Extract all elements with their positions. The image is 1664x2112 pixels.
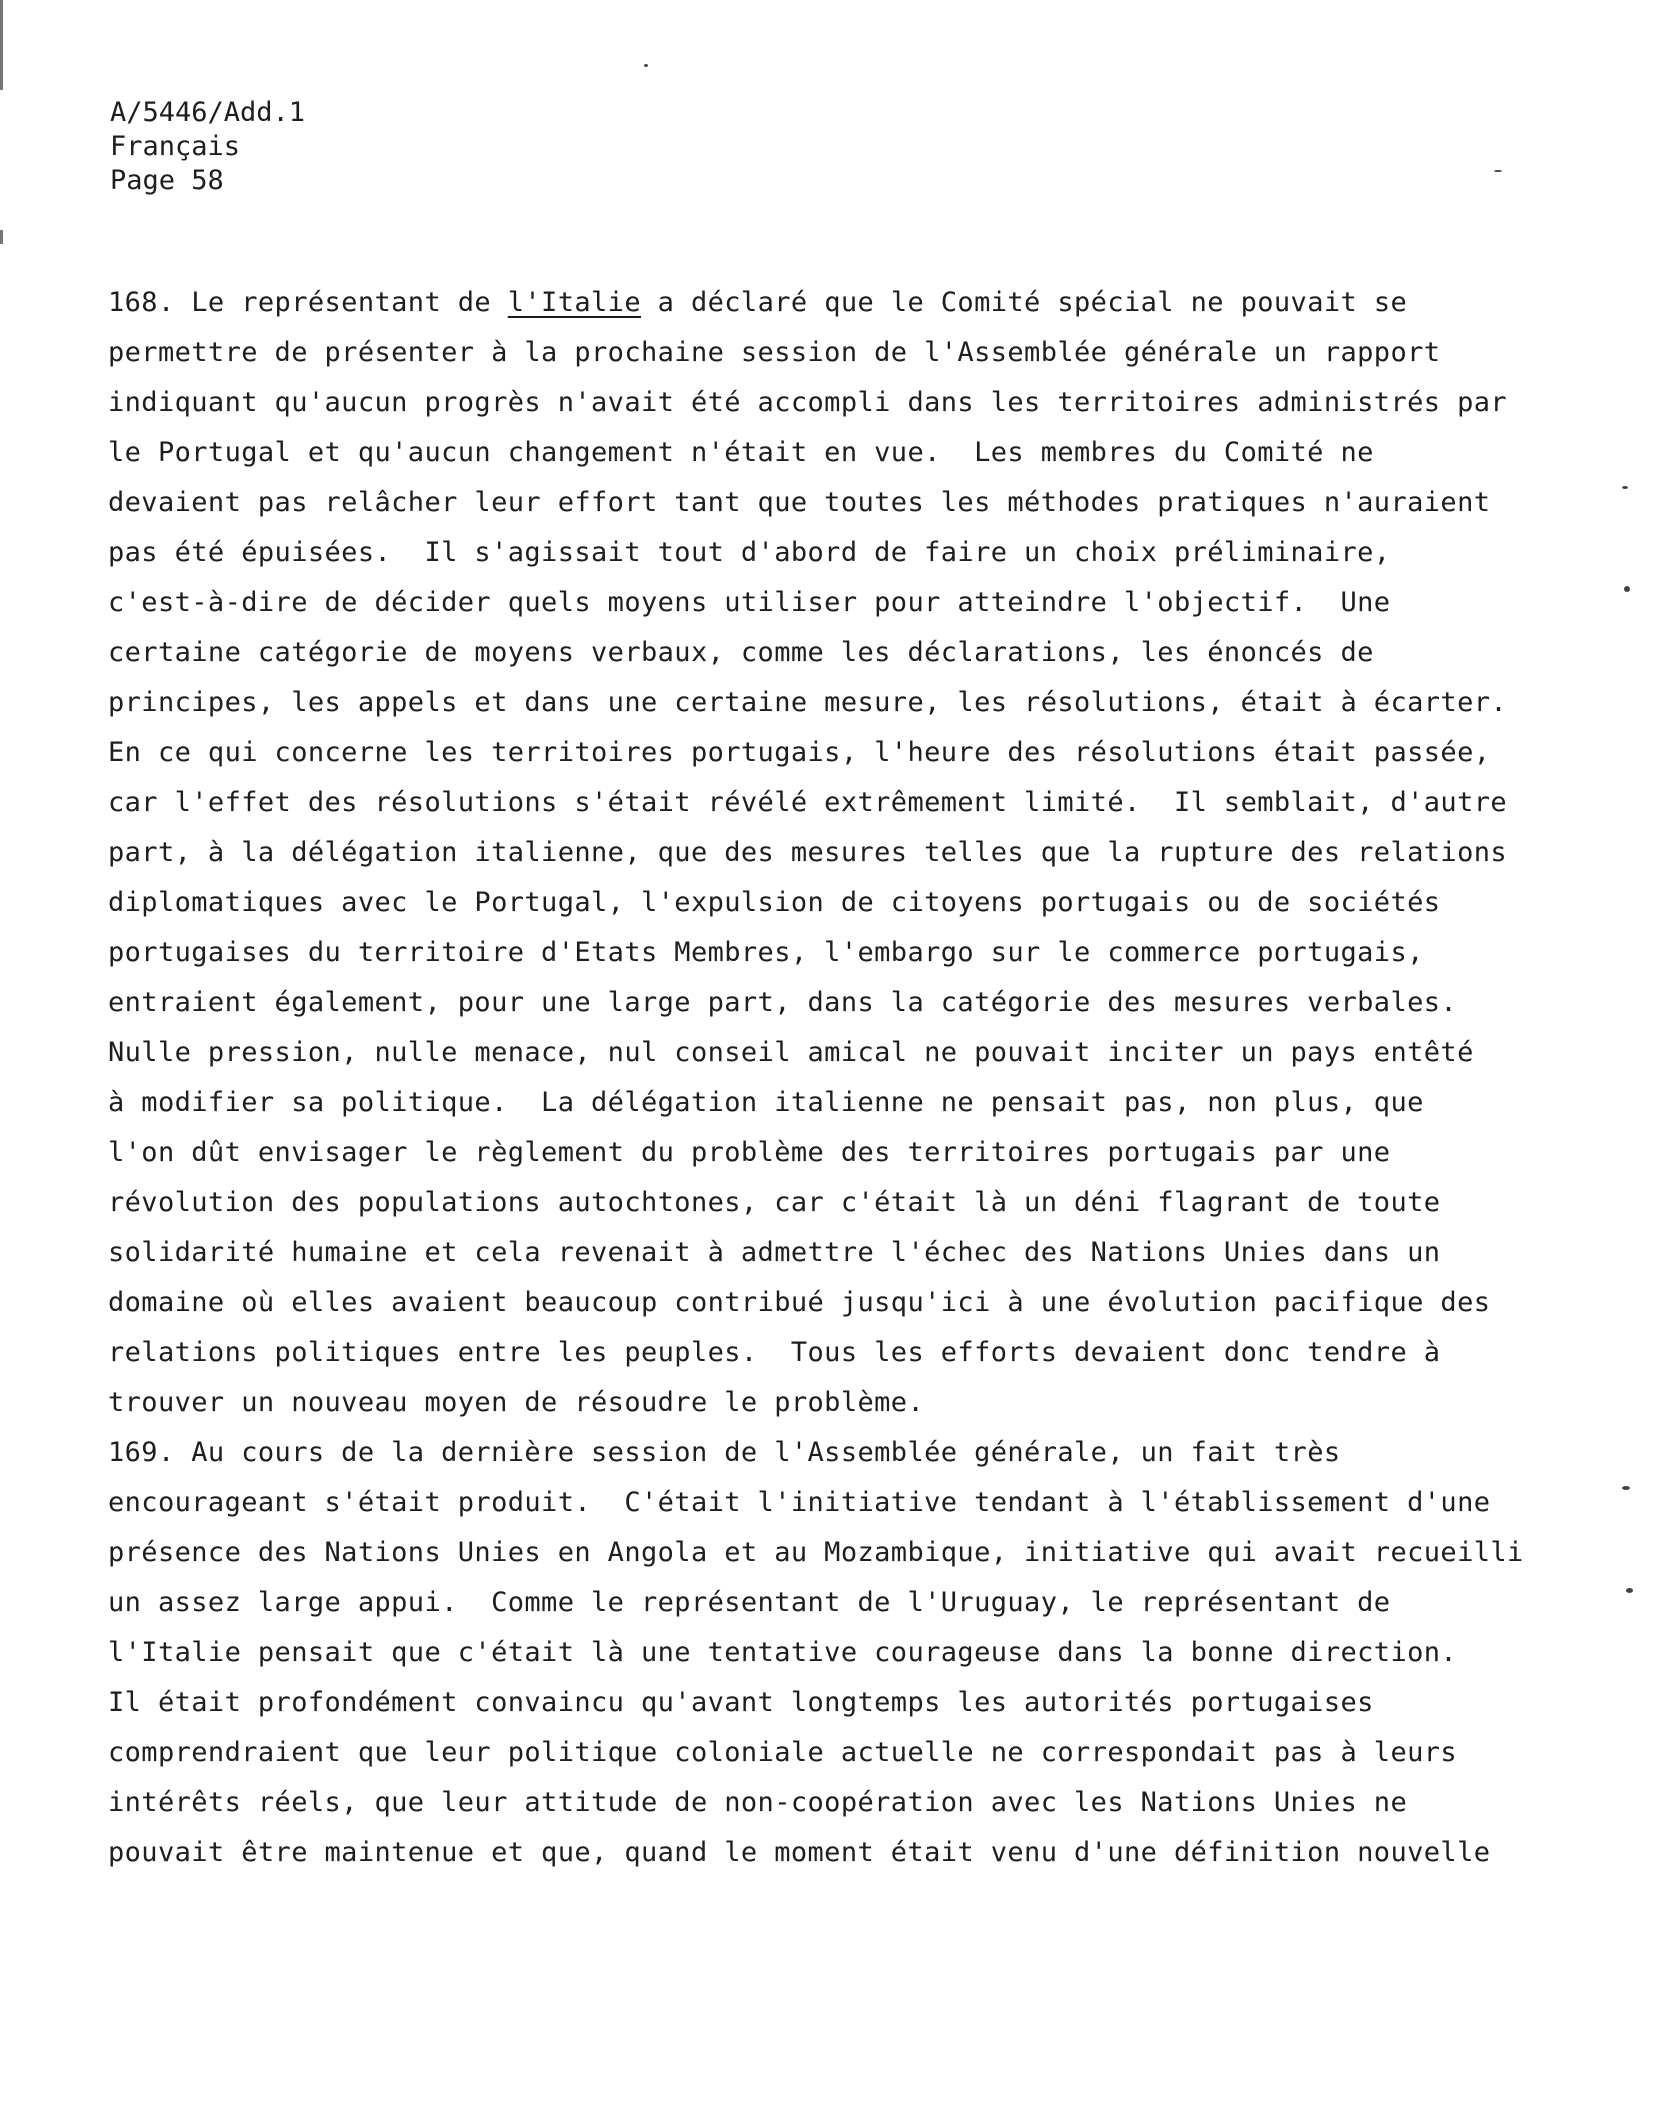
text-line: certaine catégorie de moyens verbaux, comme les déclarations, les énoncés de (108, 637, 1374, 668)
text-line: diplomatiques avec le Portugal, l'expulsion de citoyens portugais ou de sociétés (108, 887, 1441, 918)
scan-speck (644, 64, 648, 67)
document-body (108, 278, 1568, 1878)
text-line: Il était profondément convaincu qu'avant longtemps les autorités portugaises (108, 1687, 1374, 1718)
text-line: intérêts réels, que leur attitude de non-coopération avec les Nations Unies ne (108, 1787, 1408, 1818)
text-line: solidarité humaine et cela revenait à admettre l'échec des Nations Unies dans un (108, 1237, 1441, 1268)
text-line: principes, les appels et dans une certaine mesure, les résolutions, était à écarter. (108, 687, 1508, 718)
scan-speck (1622, 486, 1628, 489)
scan-edge-mark (0, 230, 3, 244)
text-line: un assez large appui. Comme le représentant de l'Uruguay, le représentant de (108, 1587, 1391, 1618)
scan-speck (1626, 1588, 1633, 1593)
page-number: Page 58 (110, 165, 224, 196)
text-line: révolution des populations autochtones, car c'était là un déni flagrant de toute (108, 1187, 1441, 1218)
text-line: En ce qui concerne les territoires portugais, l'heure des résolutions était passée, (108, 737, 1491, 768)
text-line: portugaises du territoire d'Etats Membres, l'embargo sur le commerce portugais, (108, 937, 1424, 968)
scan-speck (1494, 170, 1502, 172)
text-line: car l'effet des résolutions s'était révélé extrêmement limité. Il semblait, d'autre (108, 787, 1508, 818)
text-line: pas été épuisées. Il s'agissait tout d'abord de faire un choix préliminaire, (108, 537, 1391, 568)
text-line: le Portugal et qu'aucun changement n'était en vue. Les membres du Comité ne (108, 437, 1374, 468)
text-line: permettre de présenter à la prochaine session de l'Assemblée générale un rapport (108, 337, 1441, 368)
text-line: part, à la délégation italienne, que des mesures telles que la rupture des relations (108, 837, 1508, 868)
text-line: trouver un nouveau moyen de résoudre le problème. (108, 1387, 925, 1418)
paragraph-number-169: 169. (108, 1437, 175, 1468)
document-header (110, 96, 305, 198)
scan-speck (1622, 1486, 1630, 1490)
text-line: devaient pas relâcher leur effort tant que toutes les méthodes pratiques n'auraient (108, 487, 1491, 518)
text-line: comprendraient que leur politique coloniale actuelle ne correspondait pas à leurs (108, 1737, 1458, 1768)
underlined-country: l'Italie (507, 287, 641, 318)
document-language: Français (110, 131, 241, 162)
paragraph-number-168: 168. (108, 287, 175, 318)
paragraph-169-line-1: 169. Au cours de la dernière session de l'Assemblée générale, un fait très (108, 1437, 1341, 1468)
text-line: pouvait être maintenue et que, quand le moment était venu d'une définition nouvelle (108, 1837, 1491, 1868)
scan-edge-mark (0, 0, 3, 90)
text-line: encourageant s'était produit. C'était l'initiative tendant à l'établissement d'une (108, 1487, 1491, 1518)
text-line: présence des Nations Unies en Angola et au Mozambique, initiative qui avait recueilli (108, 1537, 1524, 1568)
text-line: c'est-à-dire de décider quels moyens utiliser pour atteindre l'objectif. Une (108, 587, 1391, 618)
text-line: à modifier sa politique. La délégation italienne ne pensait pas, non plus, que (108, 1087, 1424, 1118)
text-line: Nulle pression, nulle menace, nul conseil amical ne pouvait inciter un pays entêté (108, 1037, 1474, 1068)
text-line: l'on dût envisager le règlement du problème des territoires portugais par une (108, 1137, 1391, 1168)
text-line: l'Italie pensait que c'était là une tentative courageuse dans la bonne direction. (108, 1637, 1458, 1668)
scan-speck (1624, 586, 1630, 592)
text-line: indiquant qu'aucun progrès n'avait été accompli dans les territoires administrés par (108, 387, 1508, 418)
text-line: domaine où elles avaient beaucoup contribué jusqu'ici à une évolution pacifique des (108, 1287, 1491, 1318)
text-line: relations politiques entre les peuples. Tous les efforts devaient donc tendre à (108, 1337, 1441, 1368)
paragraph-168-line-1: 168. Le représentant de l'Italie a déclaré que le Comité spécial ne pouvait se (108, 287, 1408, 318)
text-line: entraient également, pour une large part, dans la catégorie des mesures verbales. (108, 987, 1458, 1018)
document-symbol: A/5446/Add.1 (110, 97, 306, 128)
